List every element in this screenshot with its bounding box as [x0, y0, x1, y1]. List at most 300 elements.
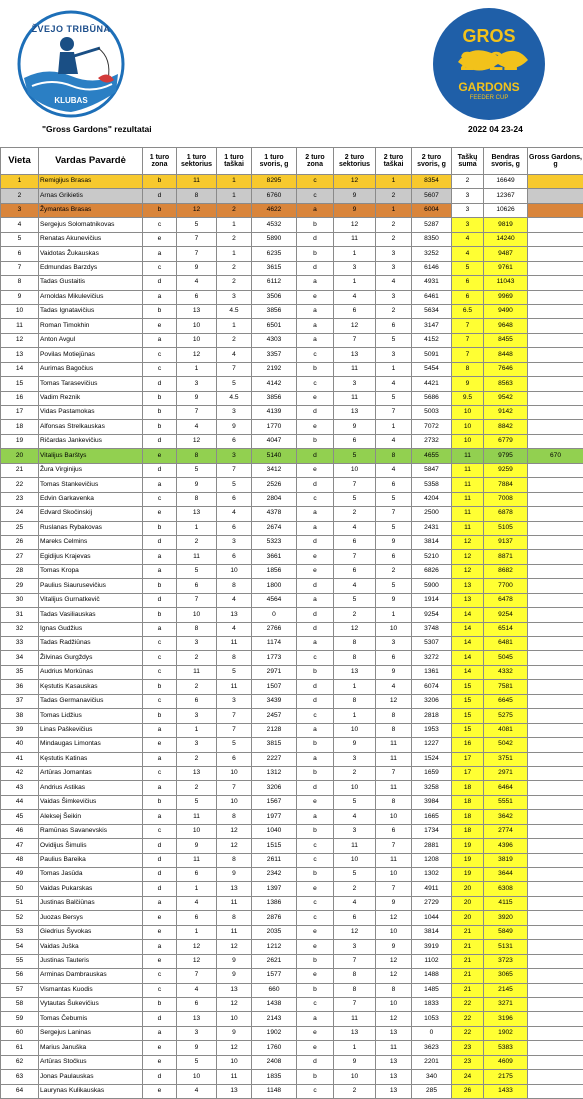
table-cell: 1773: [252, 651, 297, 665]
table-cell: 4: [376, 377, 412, 391]
table-cell: 17: [452, 752, 484, 766]
table-cell: 13: [376, 1084, 412, 1098]
table-cell: Vaidotas Žukauskas: [39, 247, 143, 261]
table-cell: 10: [376, 997, 412, 1011]
table-cell: 13: [334, 348, 376, 362]
table-cell: 7: [452, 348, 484, 362]
table-row: [1, 839, 583, 853]
table-cell: 6146: [412, 261, 452, 275]
table-cell: 1433: [484, 1084, 528, 1098]
table-cell: 12: [334, 218, 376, 232]
table-cell: 4: [376, 434, 412, 448]
table-cell: c: [297, 997, 334, 1011]
table-cell: 14: [1, 362, 39, 376]
table-row: [1, 824, 583, 838]
results-table: [0, 147, 583, 1099]
table-cell: 9: [376, 940, 412, 954]
table-cell: 13: [177, 507, 217, 521]
table-cell: 11: [177, 175, 217, 189]
table-cell: 1734: [412, 824, 452, 838]
table-cell: 4: [452, 232, 484, 246]
table-cell: 29: [1, 579, 39, 593]
table-cell: [528, 868, 583, 882]
table-cell: 1: [334, 247, 376, 261]
table-cell: 5210: [412, 550, 452, 564]
table-cell: 1: [334, 680, 376, 694]
table-cell: 33: [1, 637, 39, 651]
table-cell: Vaidas Juška: [39, 940, 143, 954]
table-cell: 11: [217, 896, 252, 910]
table-cell: 3: [376, 348, 412, 362]
table-cell: 12: [177, 434, 217, 448]
table-cell: 5: [334, 795, 376, 809]
table-cell: 7: [452, 333, 484, 347]
table-cell: 5287: [412, 218, 452, 232]
table-cell: [528, 709, 583, 723]
table-cell: 2143: [252, 1012, 297, 1026]
table-cell: 1577: [252, 969, 297, 983]
table-cell: 3506: [252, 290, 297, 304]
table-cell: 6481: [484, 637, 528, 651]
table-cell: 31: [1, 608, 39, 622]
table-cell: 1977: [252, 810, 297, 824]
table-cell: Aurimas Bagočius: [39, 362, 143, 376]
table-cell: 12: [177, 954, 217, 968]
table-row: [1, 175, 583, 189]
table-cell: 2: [334, 766, 376, 780]
table-cell: 10: [217, 564, 252, 578]
table-cell: 8354: [412, 175, 452, 189]
table-cell: 48: [1, 853, 39, 867]
table-cell: 4303: [252, 333, 297, 347]
table-cell: 1148: [252, 1084, 297, 1098]
table-cell: 3: [334, 940, 376, 954]
col-header: 1 turo taškai: [217, 148, 252, 175]
table-cell: [528, 1084, 583, 1098]
table-cell: 1: [334, 276, 376, 290]
table-cell: 1485: [412, 983, 452, 997]
table-cell: 1659: [412, 766, 452, 780]
table-row: [1, 868, 583, 882]
table-cell: 2: [376, 304, 412, 318]
table-cell: 1053: [412, 1012, 452, 1026]
table-cell: 6: [177, 997, 217, 1011]
table-cell: 6: [334, 564, 376, 578]
table-cell: 1: [376, 420, 412, 434]
table-cell: 3065: [484, 969, 528, 983]
table-cell: [528, 954, 583, 968]
table-cell: [528, 579, 583, 593]
table-cell: 1914: [412, 593, 452, 607]
table-cell: 4396: [484, 839, 528, 853]
table-cell: 11: [452, 449, 484, 463]
table-cell: 4: [334, 896, 376, 910]
table-cell: d: [297, 781, 334, 795]
table-cell: 3: [177, 377, 217, 391]
table-cell: 8: [334, 651, 376, 665]
table-cell: 11: [334, 1012, 376, 1026]
table-cell: 9259: [484, 463, 528, 477]
table-cell: 26: [452, 1084, 484, 1098]
table-cell: 19: [452, 868, 484, 882]
table-cell: 15: [452, 680, 484, 694]
table-cell: [528, 362, 583, 376]
table-cell: [528, 434, 583, 448]
table-cell: 11: [177, 550, 217, 564]
table-cell: 53: [1, 925, 39, 939]
table-cell: 7581: [484, 680, 528, 694]
table-cell: 1: [376, 175, 412, 189]
table-cell: 2227: [252, 752, 297, 766]
table-cell: [528, 911, 583, 925]
table-row: [1, 1084, 583, 1098]
table-row: [1, 449, 583, 463]
table-cell: 13: [1, 348, 39, 362]
table-cell: 2876: [252, 911, 297, 925]
table-row: [1, 535, 583, 549]
table-row: [1, 391, 583, 405]
table-cell: 11: [177, 665, 217, 679]
table-cell: 2774: [484, 824, 528, 838]
table-cell: 10: [177, 333, 217, 347]
table-cell: 4139: [252, 406, 297, 420]
table-cell: 9: [334, 189, 376, 203]
table-cell: 3: [217, 694, 252, 708]
col-header: 2 turo taškai: [376, 148, 412, 175]
table-cell: 2729: [412, 896, 452, 910]
table-cell: 12: [452, 550, 484, 564]
table-cell: Sergejus Laninas: [39, 1026, 143, 1040]
table-cell: 5: [334, 593, 376, 607]
table-cell: 12: [1, 333, 39, 347]
table-cell: 1665: [412, 810, 452, 824]
table-cell: 3: [177, 709, 217, 723]
table-cell: 6826: [412, 564, 452, 578]
table-cell: b: [297, 983, 334, 997]
table-cell: 7646: [484, 362, 528, 376]
table-cell: 3644: [484, 868, 528, 882]
table-cell: 4332: [484, 665, 528, 679]
table-cell: 6779: [484, 434, 528, 448]
table-cell: 1361: [412, 665, 452, 679]
table-cell: 13: [452, 579, 484, 593]
table-cell: 11: [452, 463, 484, 477]
table-cell: Tadas Vasiliauskas: [39, 608, 143, 622]
table-cell: b: [297, 868, 334, 882]
table-cell: 1: [217, 218, 252, 232]
table-cell: Remigijus Brasas: [39, 175, 143, 189]
table-cell: 3: [217, 290, 252, 304]
table-cell: Aleksej Šeikin: [39, 810, 143, 824]
table-cell: [528, 882, 583, 896]
table-row: [1, 637, 583, 651]
table-cell: 11: [452, 478, 484, 492]
table-cell: 2: [217, 203, 252, 217]
table-cell: 3984: [412, 795, 452, 809]
table-cell: 3: [376, 261, 412, 275]
table-cell: 5105: [484, 521, 528, 535]
table-cell: 2342: [252, 868, 297, 882]
table-row: [1, 362, 583, 376]
table-cell: 18: [452, 810, 484, 824]
table-cell: 10: [177, 608, 217, 622]
table-cell: 5275: [484, 709, 528, 723]
table-cell: 3819: [484, 853, 528, 867]
table-row: [1, 853, 583, 867]
table-cell: 42: [1, 766, 39, 780]
table-cell: c: [143, 665, 177, 679]
table-cell: 1040: [252, 824, 297, 838]
table-cell: 23: [452, 1041, 484, 1055]
table-cell: 1212: [252, 940, 297, 954]
table-cell: 5634: [412, 304, 452, 318]
table-cell: 2: [376, 232, 412, 246]
table-row: [1, 247, 583, 261]
table-cell: 10: [334, 1070, 376, 1084]
title-row: [0, 122, 583, 136]
table-cell: 8: [452, 362, 484, 376]
table-cell: 1302: [412, 868, 452, 882]
table-cell: 12: [334, 925, 376, 939]
table-row: [1, 1041, 583, 1055]
col-header: 2 turo sektorius: [334, 148, 376, 175]
table-cell: 13: [334, 665, 376, 679]
table-cell: 6074: [412, 680, 452, 694]
table-cell: b: [143, 304, 177, 318]
table-cell: 5607: [412, 189, 452, 203]
table-cell: 3: [376, 247, 412, 261]
table-cell: Edvin Garkavenka: [39, 492, 143, 506]
table-cell: 1: [177, 925, 217, 939]
table-cell: Tadas Ignatavičius: [39, 304, 143, 318]
table-cell: 11: [177, 853, 217, 867]
table-row: [1, 925, 583, 939]
event-date: 2022 04 23-24: [468, 124, 523, 134]
table-cell: 2: [334, 1084, 376, 1098]
table-cell: 10: [334, 781, 376, 795]
table-cell: Paulius Siaurusevičius: [39, 579, 143, 593]
table-cell: 18: [452, 781, 484, 795]
table-cell: 3412: [252, 463, 297, 477]
table-cell: c: [297, 839, 334, 853]
table-cell: 3748: [412, 622, 452, 636]
table-cell: 14: [452, 651, 484, 665]
table-cell: 8: [1, 276, 39, 290]
table-cell: 5: [217, 738, 252, 752]
table-cell: 19: [452, 839, 484, 853]
table-cell: 21: [452, 940, 484, 954]
table-cell: e: [143, 911, 177, 925]
table-cell: 4622: [252, 203, 297, 217]
table-cell: 3: [334, 261, 376, 275]
table-cell: e: [143, 954, 177, 968]
table-row: [1, 319, 583, 333]
table-cell: 11: [217, 1070, 252, 1084]
table-cell: d: [143, 853, 177, 867]
table-cell: 6: [217, 521, 252, 535]
table-cell: [528, 810, 583, 824]
table-cell: 6: [376, 824, 412, 838]
table-cell: 5: [217, 478, 252, 492]
table-cell: 10: [452, 406, 484, 420]
table-cell: 7008: [484, 492, 528, 506]
table-row: [1, 218, 583, 232]
table-cell: 340: [412, 1070, 452, 1084]
table-cell: Kęstutis Kasauskas: [39, 680, 143, 694]
table-cell: [528, 694, 583, 708]
table-cell: 12: [376, 969, 412, 983]
table-cell: 2: [177, 781, 217, 795]
table-cell: 4204: [412, 492, 452, 506]
table-cell: 6461: [412, 290, 452, 304]
table-cell: 1: [334, 1041, 376, 1055]
table-cell: b: [297, 738, 334, 752]
table-cell: 9: [177, 839, 217, 853]
table-cell: Žura Virginijus: [39, 463, 143, 477]
table-cell: 14: [452, 665, 484, 679]
table-cell: 1: [217, 189, 252, 203]
table-cell: 9: [217, 1026, 252, 1040]
table-cell: 47: [1, 839, 39, 853]
table-cell: 6: [376, 319, 412, 333]
table-cell: b: [297, 434, 334, 448]
table-cell: 11: [334, 391, 376, 405]
table-cell: a: [297, 507, 334, 521]
table-cell: 11: [376, 853, 412, 867]
table-cell: a: [143, 478, 177, 492]
event-logo-line1: GROS: [428, 26, 550, 47]
table-cell: Tadas Germanavičius: [39, 694, 143, 708]
table-cell: 5849: [484, 925, 528, 939]
table-cell: 5686: [412, 391, 452, 405]
table-cell: Arnoldas Mikulevičius: [39, 290, 143, 304]
table-cell: c: [143, 824, 177, 838]
table-cell: a: [143, 622, 177, 636]
table-cell: 12: [376, 694, 412, 708]
table-cell: b: [143, 406, 177, 420]
table-cell: 15: [1, 377, 39, 391]
table-cell: e: [297, 795, 334, 809]
table-cell: c: [297, 709, 334, 723]
table-cell: 4378: [252, 507, 297, 521]
table-cell: 4081: [484, 723, 528, 737]
table-cell: 3: [452, 218, 484, 232]
table-cell: [528, 550, 583, 564]
table-cell: 6: [177, 579, 217, 593]
table-cell: a: [297, 203, 334, 217]
table-cell: 8: [376, 709, 412, 723]
table-cell: 20: [452, 896, 484, 910]
table-cell: 16: [452, 738, 484, 752]
table-row: [1, 983, 583, 997]
table-cell: 6: [452, 290, 484, 304]
table-cell: Edmundas Barzdys: [39, 261, 143, 275]
table-cell: 6: [1, 247, 39, 261]
table-cell: 11: [334, 839, 376, 853]
table-cell: b: [297, 218, 334, 232]
table-cell: [528, 608, 583, 622]
table-cell: 8682: [484, 564, 528, 578]
table-cell: Kęstutis Katinas: [39, 752, 143, 766]
table-cell: 4: [177, 896, 217, 910]
table-cell: 10626: [484, 203, 528, 217]
table-cell: 1102: [412, 954, 452, 968]
table-cell: 8: [334, 983, 376, 997]
table-cell: 8: [334, 969, 376, 983]
table-cell: 5323: [252, 535, 297, 549]
table-cell: Vytautas Šukevičius: [39, 997, 143, 1011]
table-cell: b: [297, 824, 334, 838]
table-row: [1, 608, 583, 622]
table-cell: [528, 189, 583, 203]
table-cell: [528, 983, 583, 997]
table-cell: a: [297, 593, 334, 607]
table-cell: 9142: [484, 406, 528, 420]
table-cell: [528, 218, 583, 232]
table-cell: 9: [177, 261, 217, 275]
table-cell: 1833: [412, 997, 452, 1011]
table-cell: 5045: [484, 651, 528, 665]
table-cell: 4: [1, 218, 39, 232]
table-cell: c: [143, 362, 177, 376]
table-cell: [528, 1026, 583, 1040]
table-cell: 5847: [412, 463, 452, 477]
table-cell: 13: [334, 406, 376, 420]
table-cell: 7: [334, 954, 376, 968]
table-cell: 58: [1, 997, 39, 1011]
col-header: Vieta: [1, 148, 39, 175]
table-cell: 5358: [412, 478, 452, 492]
table-cell: 9: [217, 969, 252, 983]
table-cell: 6: [376, 550, 412, 564]
table-cell: 11: [452, 492, 484, 506]
table-cell: 3751: [484, 752, 528, 766]
table-cell: 21: [452, 954, 484, 968]
table-cell: 2: [177, 651, 217, 665]
table-row: [1, 940, 583, 954]
table-cell: 22: [452, 997, 484, 1011]
table-cell: a: [297, 1012, 334, 1026]
table-cell: [528, 781, 583, 795]
table-cell: Jonas Paulauskas: [39, 1070, 143, 1084]
table-cell: c: [143, 694, 177, 708]
table-cell: [528, 723, 583, 737]
table-cell: 3: [334, 377, 376, 391]
table-cell: 7: [217, 709, 252, 723]
table-cell: 4421: [412, 377, 452, 391]
table-cell: 7: [334, 478, 376, 492]
table-cell: 9: [376, 896, 412, 910]
table-cell: [528, 738, 583, 752]
table-cell: 4911: [412, 882, 452, 896]
table-cell: 3: [177, 738, 217, 752]
table-cell: [528, 348, 583, 362]
table-cell: 5: [334, 868, 376, 882]
table-cell: 5131: [484, 940, 528, 954]
table-cell: 12: [217, 997, 252, 1011]
table-cell: [528, 564, 583, 578]
table-cell: Marius Januška: [39, 1041, 143, 1055]
table-cell: 10: [177, 319, 217, 333]
table-cell: Paulius Bareika: [39, 853, 143, 867]
table-cell: 11: [376, 1041, 412, 1055]
table-cell: 5042: [484, 738, 528, 752]
table-cell: 5: [334, 449, 376, 463]
table-cell: Ričardas Jankevičius: [39, 434, 143, 448]
table-cell: 14240: [484, 232, 528, 246]
table-cell: 60: [1, 1026, 39, 1040]
table-cell: 7: [334, 333, 376, 347]
